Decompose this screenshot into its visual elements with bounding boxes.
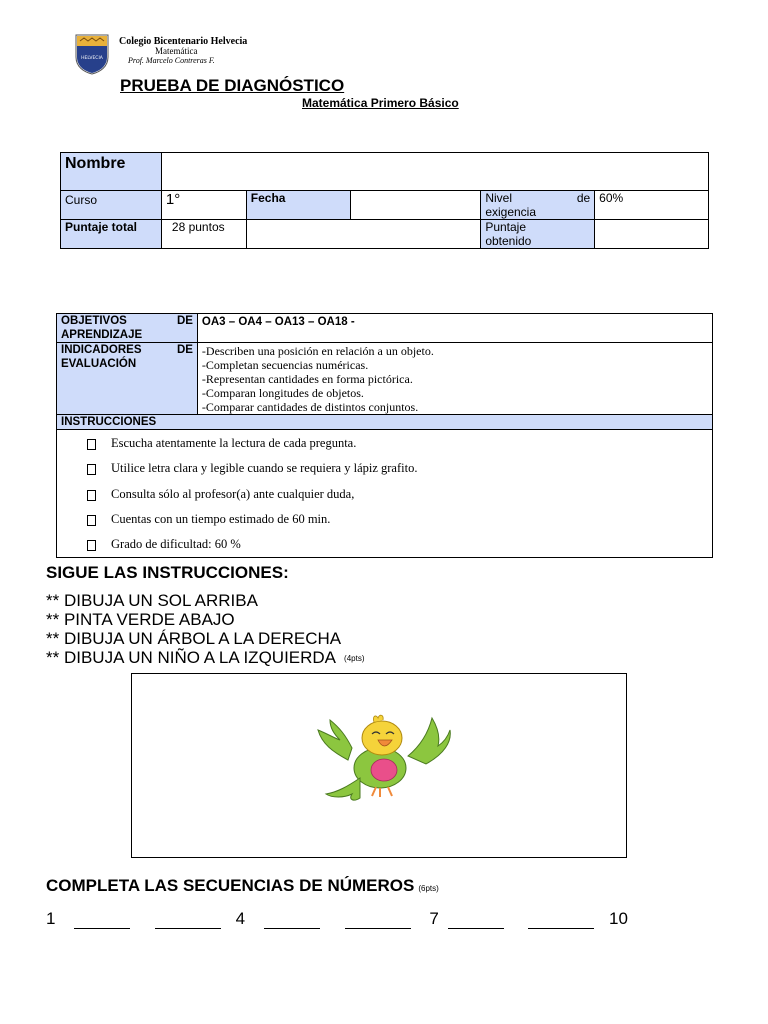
points-label: (4pts) [344, 654, 365, 663]
section-follow-instructions-title: SIGUE LAS INSTRUCCIONES: [46, 563, 289, 582]
nombre-field[interactable] [161, 153, 708, 191]
blank-cell [246, 220, 481, 249]
sequence-blank[interactable] [528, 914, 594, 929]
puntaje-obtenido-field[interactable] [595, 220, 709, 249]
indicator-item: -Describen una posición en relación a un objeto. [201, 344, 434, 358]
instrucciones-list [57, 430, 713, 558]
instruction-line: ** DIBUJA UN SOL ARRIBA [46, 591, 258, 610]
bird-illustration [308, 712, 458, 809]
box-bullet-icon [87, 540, 96, 551]
puntaje-total-label: Puntaje total [61, 220, 162, 249]
instruction-item: Utilice letra clara y legible cuando se requiera y lápiz grafito. [87, 461, 712, 486]
instruction-item: Escucha atentamente la lectura de cada pregunta. [87, 436, 712, 461]
number-sequence [46, 909, 628, 929]
indicator-item: -Completan secuencias numéricas. [201, 358, 369, 372]
sequence-blank[interactable] [448, 914, 504, 929]
objetivos-value: OA3 – OA4 – OA13 – OA18 - [197, 314, 712, 343]
curso-label: Curso [61, 191, 162, 220]
sequence-number: 7 [429, 909, 439, 928]
instruction-line: ** PINTA VERDE ABAJO [46, 610, 235, 629]
objectives-table [56, 313, 713, 558]
sequence-blank[interactable] [345, 914, 411, 929]
fecha-field[interactable] [350, 191, 481, 220]
box-bullet-icon [87, 515, 96, 526]
school-subject: Matemática [155, 46, 198, 56]
puntaje-total-value: 28 puntos [161, 220, 246, 249]
puntaje-obtenido-label: Puntaje obtenido [481, 220, 595, 249]
nivel-exigencia-value: 60% [595, 191, 709, 220]
curso-field[interactable]: 1° [161, 191, 246, 220]
nivel-exigencia-label: Nivel de exigencia [481, 191, 595, 220]
section-sequence-title: COMPLETA LAS SECUENCIAS DE NÚMEROS (6pts) [46, 876, 439, 895]
box-bullet-icon [87, 490, 96, 501]
nombre-label: Nombre [61, 153, 162, 191]
school-logo [74, 33, 110, 75]
instruction-line-last: ** DIBUJA UN NIÑO A LA IZQUIERDA (4pts) [46, 648, 365, 667]
instruction-item: Cuentas con un tiempo estimado de 60 min. [87, 512, 712, 537]
indicadores-list [197, 343, 712, 415]
indicator-item: -Comparan longitudes de objetos. [201, 386, 364, 400]
indicator-item: -Representan cantidades en forma pictórica. [201, 372, 413, 386]
indicadores-label: INDICADORES DE EVALUACIÓN [57, 343, 198, 415]
sequence-blank[interactable] [264, 914, 320, 929]
sequence-number: 4 [235, 909, 246, 928]
box-bullet-icon [87, 464, 96, 475]
instrucciones-header: INSTRUCCIONES [57, 415, 713, 430]
sequence-number: 10 [609, 909, 628, 928]
sequence-blank[interactable] [74, 914, 130, 929]
box-bullet-icon [87, 439, 96, 450]
student-info-table [60, 152, 709, 249]
svg-text:HELVECIA: HELVECIA [81, 56, 103, 61]
sequence-number: 1 [46, 909, 56, 928]
school-teacher: Prof. Marcelo Contreras F. [128, 56, 215, 65]
instruction-line: ** DIBUJA UN ÁRBOL A LA DERECHA [46, 629, 342, 648]
objetivos-label: OBJETIVOS DE APRENDIZAJE [57, 314, 198, 343]
school-name: Colegio Bicentenario Helvecia [119, 36, 248, 47]
instruction-item: Grado de dificultad: 60 % [87, 537, 712, 553]
indicator-item: -Comparar cantidades de distintos conjuntos. [201, 400, 419, 414]
exam-subtitle: Matemática Primero Básico [302, 96, 459, 110]
points-label: (6pts) [418, 884, 439, 893]
sequence-blank[interactable] [155, 914, 221, 929]
instruction-item: Consulta sólo al profesor(a) ante cualquier duda, [87, 487, 712, 512]
exam-title: PRUEBA DE DIAGNÓSTICO [120, 76, 345, 95]
fecha-label: Fecha [246, 191, 350, 220]
